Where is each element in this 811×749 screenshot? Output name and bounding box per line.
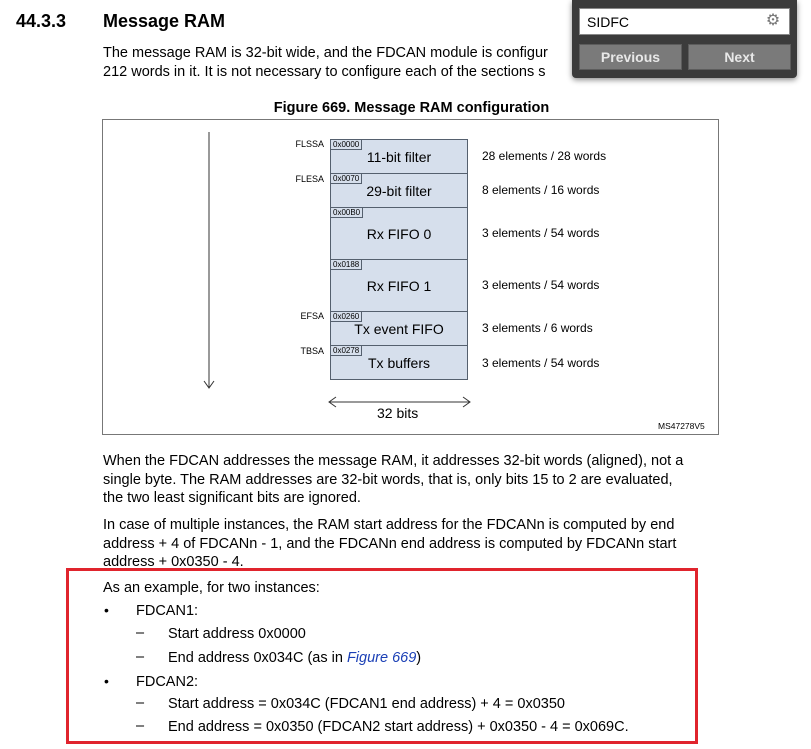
fdcan2-end: End address = 0x0350 (FDCAN2 start address) + 0x0350 - 4 = 0x069C.: [168, 719, 629, 735]
dash-icon: –: [136, 649, 145, 665]
ram-block-rx-fifo-1: [330, 259, 468, 312]
tag-flssa: FLSSA: [295, 139, 324, 149]
dash-icon: –: [136, 695, 145, 711]
fdcan1-label: FDCAN1:: [136, 603, 199, 619]
intro-line-2: 212 words in it. It is not necessary to configure each of the sections s: [103, 64, 546, 80]
block-address: 0x0070: [331, 174, 362, 184]
next-button[interactable]: Next: [688, 44, 791, 70]
block-label: Rx FIFO 0: [366, 226, 432, 242]
para1-line-3: the two least significant bits are ignored.: [103, 490, 361, 506]
block-info: 3 elements / 54 words: [482, 226, 600, 240]
fdcan1-end-text: End address 0x034C (as in: [168, 650, 347, 666]
block-address: 0x0188: [331, 260, 362, 270]
block-info: 3 elements / 54 words: [482, 356, 600, 370]
figure-code: MS47278V5: [658, 421, 705, 431]
tag-efsa: EFSA: [300, 311, 324, 321]
ram-block-tx-event-fifo: [330, 311, 468, 346]
bullet-icon: •: [104, 673, 109, 689]
block-info: 28 elements / 28 words: [482, 149, 607, 163]
block-info: 8 elements / 16 words: [482, 183, 600, 197]
fdcan1-end: [168, 648, 421, 669]
block-label: Rx FIFO 1: [366, 278, 432, 294]
block-address: 0x0000: [331, 140, 362, 150]
gear-icon[interactable]: ⚙: [765, 12, 781, 29]
example-intro: As an example, for two instances:: [103, 580, 320, 596]
para2-line-2: address + 4 of FDCANn - 1, and the FDCANn end address is computed by FDCANn start: [103, 536, 677, 552]
fdcan1-start: Start address 0x0000: [168, 626, 306, 642]
previous-button[interactable]: Previous: [579, 44, 682, 70]
para2-line-3: address + 0x0350 - 4.: [103, 554, 244, 570]
figure-caption: Figure 669. Message RAM configuration: [273, 100, 550, 116]
down-arrow-icon: [200, 132, 220, 392]
bullet-icon: •: [104, 602, 109, 618]
block-label: Tx event FIFO: [354, 321, 444, 337]
ram-block-11bit-filter: [330, 139, 468, 174]
tag-flesa: FLESA: [295, 174, 324, 184]
fdcan1-end-close: ): [416, 650, 422, 666]
section-title: Message RAM: [103, 11, 226, 31]
block-label: 29-bit filter: [366, 183, 432, 199]
figure-669-link[interactable]: Figure 669: [346, 650, 417, 666]
block-info: 3 elements / 6 words: [482, 321, 593, 335]
block-address: 0x0260: [331, 312, 362, 322]
width-label: 32 bits: [377, 405, 419, 421]
block-address: 0x00B0: [331, 208, 363, 218]
block-address: 0x0278: [331, 346, 362, 356]
find-bar: [572, 0, 797, 78]
fdcan2-start: Start address = 0x034C (FDCAN1 end address) + 4 = 0x0350: [168, 696, 565, 712]
dash-icon: –: [136, 718, 145, 734]
dash-icon: –: [136, 625, 145, 641]
section-number: 44.3.3: [16, 11, 67, 31]
block-label: Tx buffers: [368, 355, 430, 371]
block-label: 11-bit filter: [366, 149, 432, 165]
para1-line-2: single byte. The RAM addresses are 32-bit words, that is, only bits 15 to 2 are evaluated,: [103, 472, 673, 488]
tag-tbsa: TBSA: [300, 346, 324, 356]
para2-line-1: In case of multiple instances, the RAM start address for the FDCANn is computed by end: [103, 517, 675, 533]
block-info: 3 elements / 54 words: [482, 278, 600, 292]
ram-block-rx-fifo-0: [330, 207, 468, 260]
fdcan2-label: FDCAN2:: [136, 674, 199, 690]
ram-block-tx-buffers: [330, 345, 468, 380]
para1-line-1: When the FDCAN addresses the message RAM, it addresses 32-bit words (aligned), not a: [103, 453, 684, 469]
intro-line-1: The message RAM is 32-bit wide, and the FDCAN module is configur: [103, 45, 548, 61]
ram-block-29bit-filter: [330, 173, 468, 208]
find-input[interactable]: [579, 8, 790, 35]
